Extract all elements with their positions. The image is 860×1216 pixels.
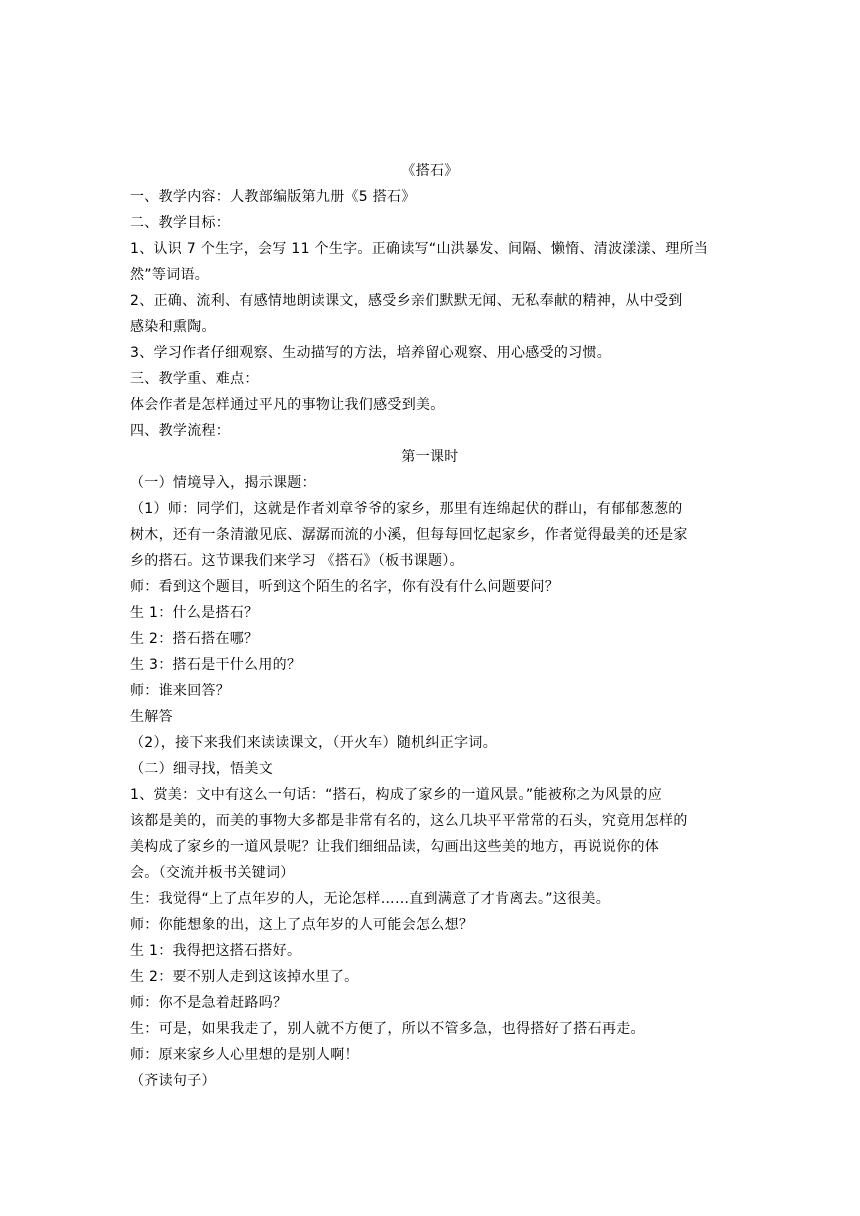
text-line: 师：你不是急着赶路吗？ <box>130 995 288 1011</box>
text-line: 1、赏美：文中有这么一句话：“搭石，构成了家乡的一道风景。”能被称之为风景的应 <box>130 787 663 803</box>
text-line: 生 1：什么是搭石？ <box>130 605 259 621</box>
document-title: 《搭石》 <box>401 163 459 179</box>
text-line: 体会作者是怎样通过平凡的事物让我们感受到美。 <box>130 397 445 413</box>
text-line: 感染和熏陶。 <box>130 319 216 335</box>
text-line: 生 1：我得把这搭石搭好。 <box>130 943 302 959</box>
text-line: （一）情境导入，揭示课题： <box>130 475 316 491</box>
text-line: 师：看到这个题目，听到这个陌生的名字，你有没有什么问题要问？ <box>130 579 559 595</box>
text-line: （齐读句子） <box>130 1073 216 1089</box>
text-line: 2、正确、流利、有感情地朗读课文，感受乡亲们默默无闻、无私奉献的精神，从中受到 <box>130 293 683 309</box>
text-line: 乡的搭石。这节课我们来学习 《搭石》（板书课题）。 <box>130 553 464 569</box>
section-heading: 第一课时 <box>401 449 459 465</box>
text-line: 3、学习作者仔细观察、生动描写的方法，培养留心观察、用心感受的习惯。 <box>130 345 612 361</box>
text-line: 四、教学流程： <box>130 423 231 439</box>
text-line: 生 2：搭石搭在哪？ <box>130 631 259 647</box>
text-line: 一、教学内容：人教部编版第九册《5 搭石》 <box>130 189 416 205</box>
text-line: 生 3：搭石是干什么用的？ <box>130 657 302 673</box>
text-line: 树木，还有一条清澈见底、潺潺而流的小溪，但每每回忆起家乡，作者觉得最美的还是家 <box>130 527 688 543</box>
text-line: 三、教学重、难点： <box>130 371 259 387</box>
text-line: 生解答 <box>130 709 173 725</box>
text-line: 1、认识 7 个生字，会写 11 个生字。正确读写“山洪暴发、间隔、懒惰、清波漾漾、理所当 <box>130 241 709 257</box>
text-line: （二）细寻找，悟美文 <box>130 761 273 777</box>
text-line: （1）师：同学们，这就是作者刘章爷爷的家乡，那里有连绵起伏的群山，有郁郁葱葱的 <box>130 501 683 517</box>
text-line: 然”等词语。 <box>130 267 210 283</box>
text-line: 师：你能想象的出，这上了点年岁的人可能会怎么想？ <box>130 917 474 933</box>
document-page <box>130 158 730 1094</box>
text-line: 美构成了家乡的一道风景呢？让我们细细品读，勾画出这些美的地方，再说说你的体 <box>130 839 660 855</box>
text-line: （2），接下来我们来读读课文，（开火车）随机纠正字词。 <box>130 735 498 751</box>
text-line: 师：原来家乡人心里想的是别人啊！ <box>130 1047 359 1063</box>
text-line: 该都是美的，而美的事物大多都是非常有名的，这么几块平平常常的石头，究竟用怎样的 <box>130 813 688 829</box>
text-line: 师：谁来回答？ <box>130 683 231 699</box>
text-line: 二、教学目标： <box>130 215 231 231</box>
text-line: 生 2：要不别人走到这该掉水里了。 <box>130 969 359 985</box>
text-line: 生：我觉得“上了点年岁的人，无论怎样……直到满意了才肯离去。”这很美。 <box>130 891 611 907</box>
text-line: 生：可是，如果我走了，别人就不方便了，所以不管多急，也得搭好了搭石再走。 <box>130 1021 645 1037</box>
text-line: 会。（交流并板书关键词） <box>130 865 295 881</box>
